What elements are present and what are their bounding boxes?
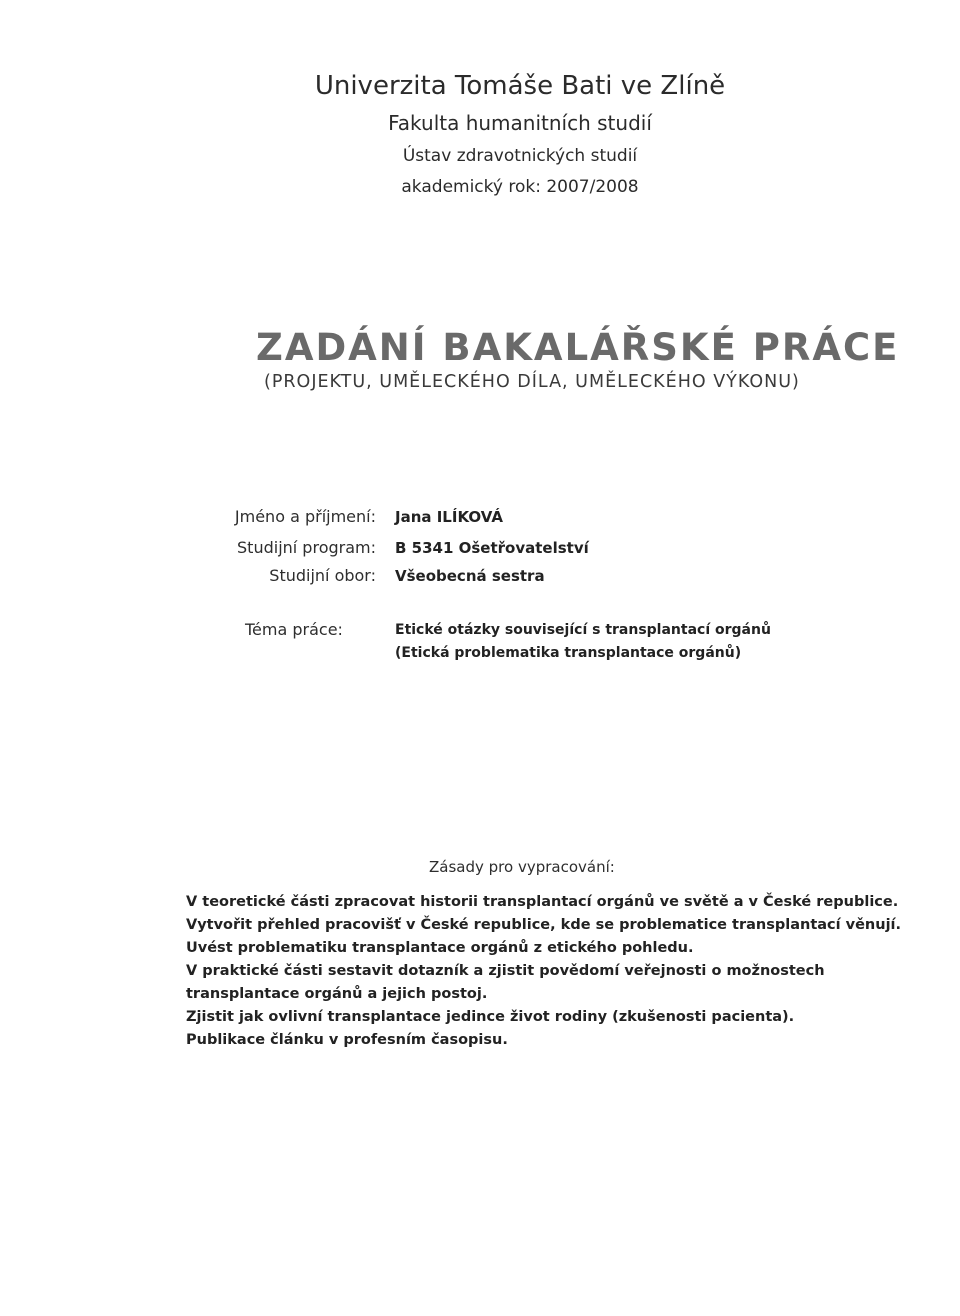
principle-line: Uvést problematiku transplantace orgánů z etického pohledu. (186, 940, 694, 956)
academic-year: akademický rok: 2007/2008 (401, 177, 639, 197)
principles-heading: Zásady pro vypracování: (429, 858, 615, 876)
theme-line-1: Etické otázky související s transplantací orgánů (395, 622, 771, 638)
principle-line: Publikace článku v profesním časopisu. (186, 1032, 508, 1048)
program-label: Studijní program: (237, 538, 376, 557)
theme-label: Téma práce: (245, 620, 343, 639)
principle-line: Zjistit jak ovlivní transplantace jedince život rodiny (zkušenosti pacienta). (186, 1009, 795, 1025)
principle-line: Vytvořit přehled pracovišť v České republice, kde se problematice transplantací věnují. (186, 917, 902, 933)
theme-line-2: (Etická problematika transplantace orgánů) (395, 645, 742, 661)
institute-name: Ústav zdravotnických studií (402, 146, 638, 166)
principle-line: V teoretické části zpracovat historii transplantací orgánů ve světě a v České republice. (186, 894, 899, 910)
document-header (0, 66, 960, 202)
name-value: Jana ILÍKOVÁ (395, 508, 503, 526)
principle-line: transplantace orgánů a jejich postoj. (186, 986, 488, 1002)
document-subtitle: (PROJEKTU, UMĚLECKÉHO DÍLA, UMĚLECKÉHO VÝKONU) (264, 372, 800, 392)
faculty-name: Fakulta humanitních studií (388, 111, 652, 135)
university-name: Univerzita Tomáše Bati ve Zlíně (314, 71, 726, 101)
principles-list (186, 891, 902, 1052)
principle-line: V praktické části sestavit dotazník a zjistit povědomí veřejnosti o možnostech (186, 963, 825, 979)
document-title: ZADÁNÍ BAKALÁŘSKÉ PRÁCE (256, 326, 900, 369)
field-label: Studijní obor: (269, 566, 376, 585)
field-value: Všeobecná sestra (395, 567, 545, 585)
name-label: Jméno a příjmení: (234, 507, 376, 526)
program-value: B 5341 Ošetřovatelství (395, 539, 589, 557)
